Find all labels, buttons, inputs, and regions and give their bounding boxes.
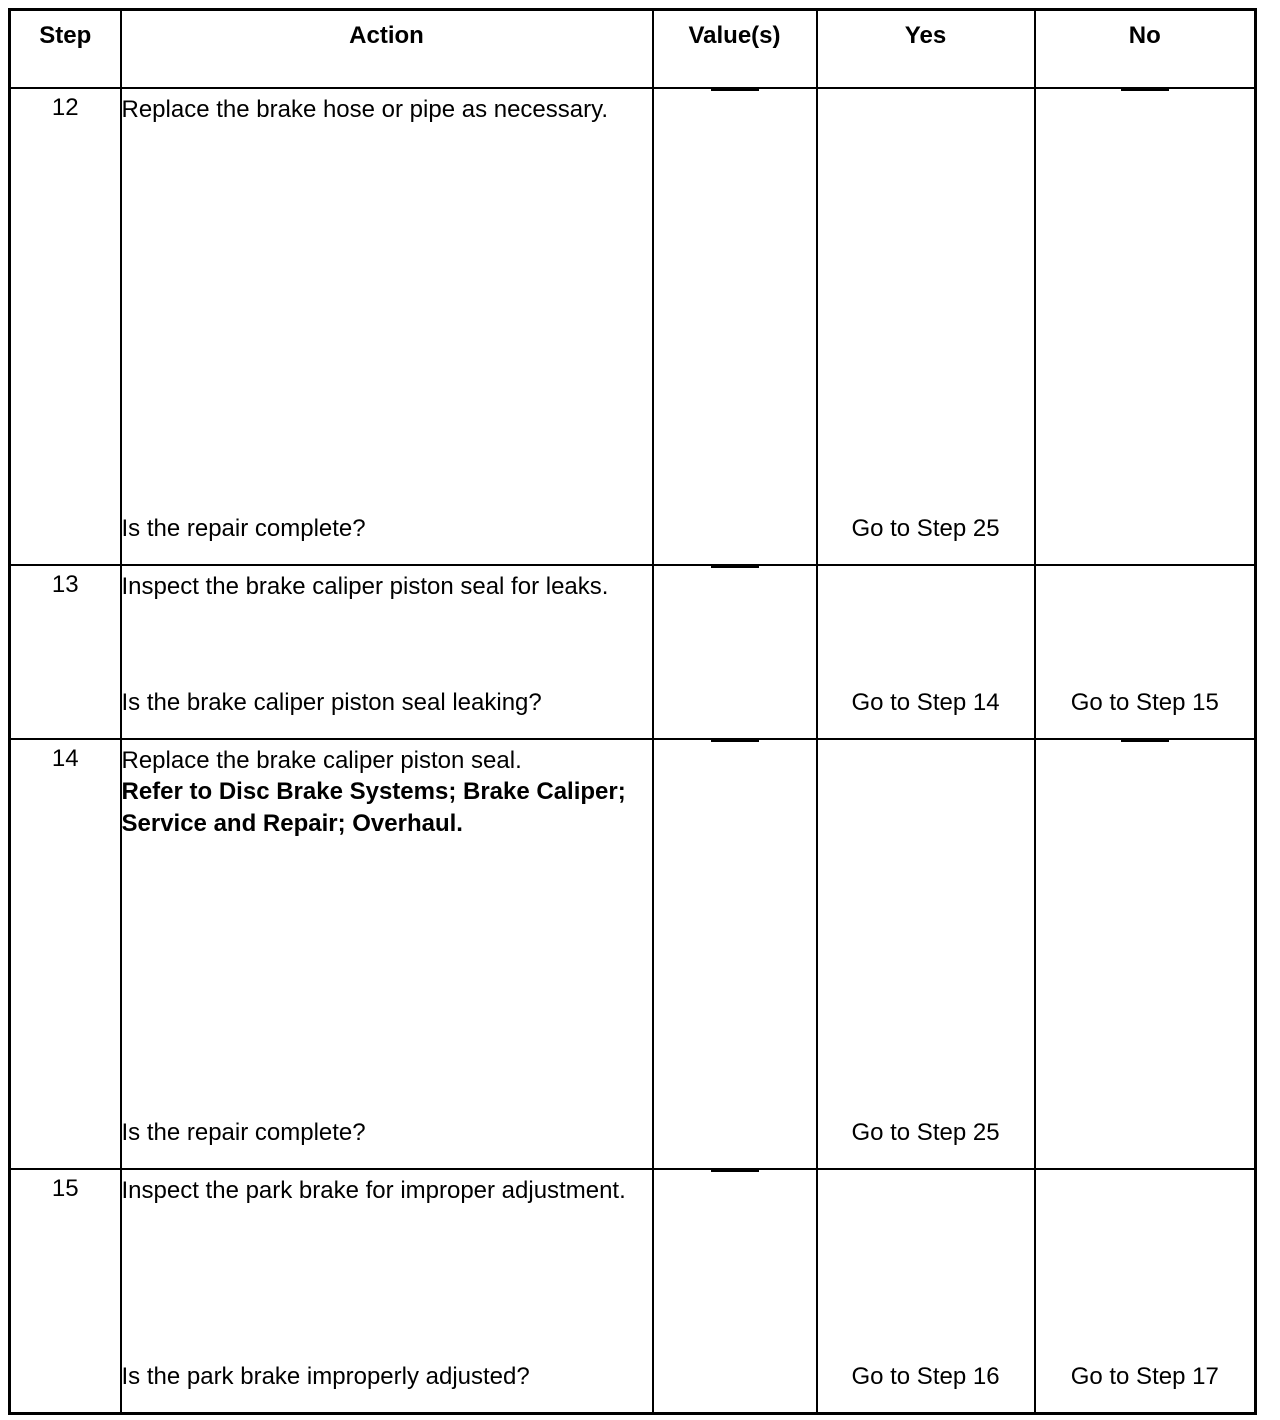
action-text: Replace the brake caliper piston seal. bbox=[121, 747, 522, 774]
value-cell bbox=[653, 565, 817, 739]
yes-goto: Go to Step 16 bbox=[851, 1363, 1000, 1390]
step-number: 12 bbox=[10, 88, 121, 565]
no-goto: Go to Step 15 bbox=[1070, 689, 1219, 716]
yes-goto: Go to Step 25 bbox=[851, 1119, 1000, 1146]
header-yes: Yes bbox=[817, 10, 1035, 89]
action-text: Replace the brake hose or pipe as necessary. bbox=[121, 96, 609, 123]
action-text: Inspect the park brake for improper adjustment. bbox=[121, 1177, 626, 1204]
action-cell bbox=[121, 1169, 653, 1414]
table-row bbox=[10, 1169, 1256, 1414]
reference-link[interactable]: Refer to Disc Brake Systems; Brake Caliper; Service and Repair; Overhaul. bbox=[121, 778, 626, 837]
no-cell bbox=[1035, 88, 1256, 565]
step-number: 14 bbox=[10, 739, 121, 1169]
no-goto: Go to Step 17 bbox=[1070, 1363, 1219, 1390]
table-row bbox=[10, 565, 1256, 739]
yes-goto: Go to Step 25 bbox=[851, 515, 1000, 542]
header-no: No bbox=[1035, 10, 1256, 89]
yes-goto: Go to Step 14 bbox=[851, 689, 1000, 716]
dash-mark bbox=[711, 89, 759, 91]
table-row bbox=[10, 739, 1256, 1169]
yes-cell bbox=[817, 739, 1035, 1169]
no-cell bbox=[1035, 1169, 1256, 1414]
yes-cell bbox=[817, 88, 1035, 565]
step-number: 15 bbox=[10, 1169, 121, 1414]
action-text: Inspect the brake caliper piston seal for leaks. bbox=[121, 573, 609, 600]
diagnostic-table bbox=[8, 8, 1257, 1415]
step-number: 13 bbox=[10, 565, 121, 739]
dash-mark bbox=[711, 1170, 759, 1172]
value-cell bbox=[653, 88, 817, 565]
header-step: Step bbox=[10, 10, 121, 89]
yes-cell bbox=[817, 565, 1035, 739]
action-cell bbox=[121, 739, 653, 1169]
header-action: Action bbox=[121, 10, 653, 89]
action-question: Is the park brake improperly adjusted? bbox=[121, 1363, 530, 1390]
action-question: Is the brake caliper piston seal leaking? bbox=[121, 689, 542, 716]
action-cell bbox=[121, 565, 653, 739]
dash-mark bbox=[711, 740, 759, 742]
yes-cell bbox=[817, 1169, 1035, 1414]
value-cell bbox=[653, 1169, 817, 1414]
dash-mark bbox=[1121, 740, 1169, 742]
dash-mark bbox=[711, 566, 759, 568]
value-cell bbox=[653, 739, 817, 1169]
no-cell bbox=[1035, 565, 1256, 739]
table-row bbox=[10, 88, 1256, 565]
no-cell bbox=[1035, 739, 1256, 1169]
header-row bbox=[10, 10, 1256, 89]
action-cell bbox=[121, 88, 653, 565]
dash-mark bbox=[1121, 89, 1169, 91]
action-question: Is the repair complete? bbox=[121, 515, 366, 542]
action-question: Is the repair complete? bbox=[121, 1119, 366, 1146]
header-values: Value(s) bbox=[653, 10, 817, 89]
